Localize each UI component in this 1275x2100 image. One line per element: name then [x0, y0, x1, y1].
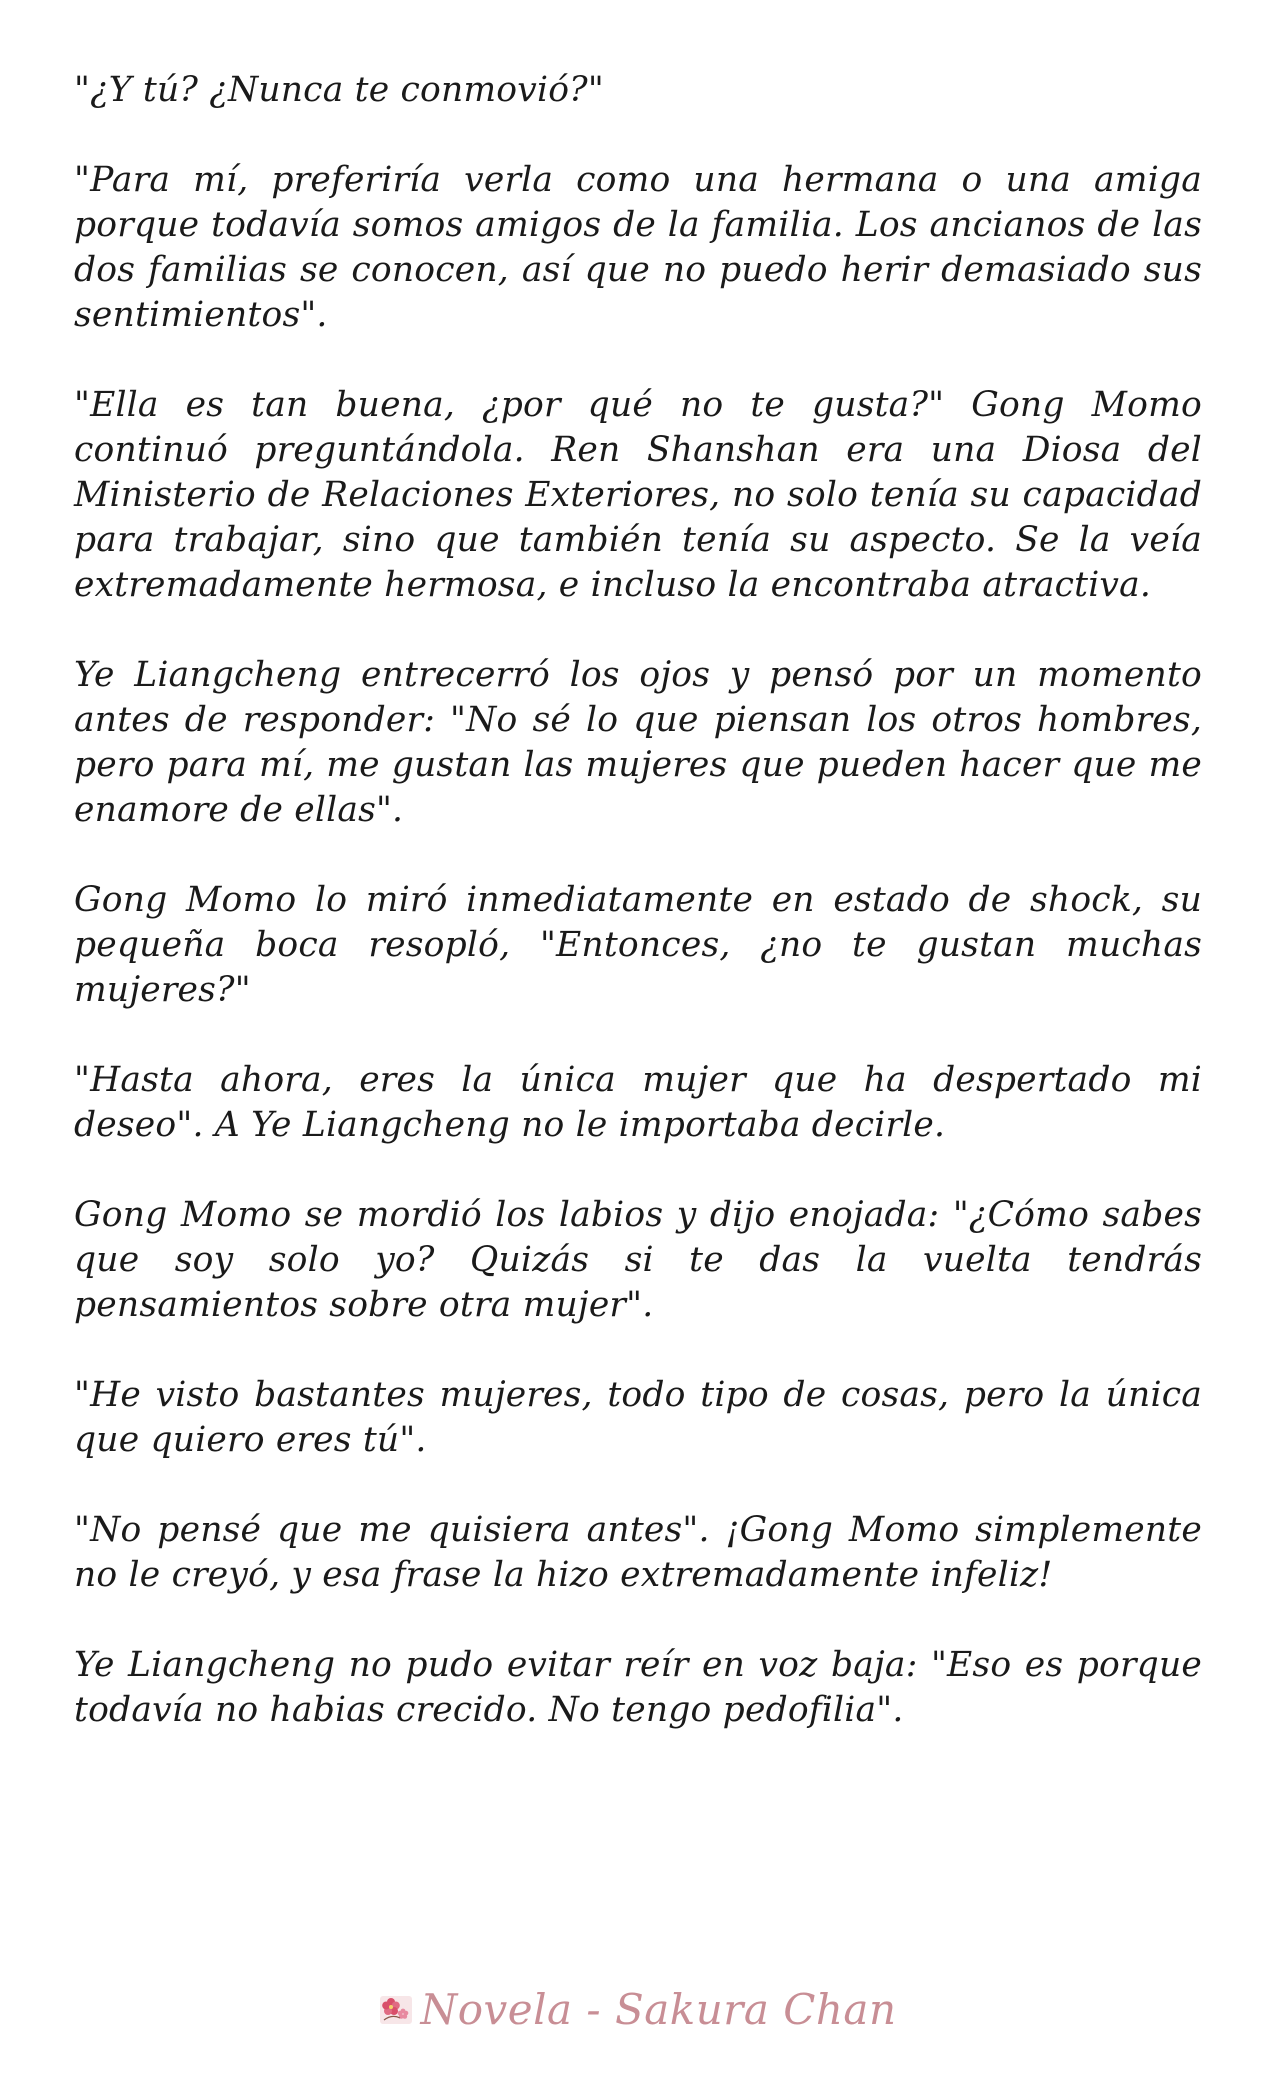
paragraph-7: Gong Momo se mordió los labios y dijo enojada: "¿Cómo sabes que soy solo yo? Quizás si te das la vuelta tendrás pensamientos sobre otra mujer".	[74, 1195, 1202, 1325]
paragraph-4: Ye Liangcheng entrecerró los ojos y pensó por un momento antes de responder: "No sé lo que piensan los otros hombres, pero para mí, me gustan las mujeres que pueden hacer que me enamore de ellas".	[74, 655, 1202, 830]
watermark-text: Novela - Sakura Chan	[420, 1985, 897, 2034]
paragraph-5: Gong Momo lo miró inmediatamente en estado de shock, su pequeña boca resopló, "Entonces, ¿no te gustan muchas mujeres?"	[74, 880, 1202, 1010]
paragraph-3: "Ella es tan buena, ¿por qué no te gusta?" Gong Momo continuó preguntándola. Ren Shanshan era una Diosa del Ministerio de Relaciones Exteriores, no solo tenía su capacidad para trabajar, sino que también tenía su aspecto. Se la veía extremadamente hermosa, e incluso la encontraba atractiva.	[74, 385, 1202, 605]
paragraph-8: "He visto bastantes mujeres, todo tipo de cosas, pero la única que quiero eres tú".	[74, 1375, 1202, 1460]
paragraph-1: "¿Y tú? ¿Nunca te conmovió?"	[74, 70, 604, 110]
paragraph-2: "Para mí, preferiría verla como una hermana o una amiga porque todavía somos amigos de la familia. Los ancianos de las dos familias se conocen, así que no puedo herir demasiado sus sentimientos".	[74, 160, 1202, 335]
story-text	[74, 68, 1202, 1733]
paragraph-10: Ye Liangcheng no pudo evitar reír en voz baja: "Eso es porque todavía no habias crecido. No tengo pedofilia".	[74, 1645, 1202, 1730]
watermark	[0, 1985, 1275, 2034]
paragraph-6: "Hasta ahora, eres la única mujer que ha despertado mi deseo". A Ye Liangcheng no le importaba decirle.	[74, 1060, 1202, 1145]
sakura-flower-icon	[378, 1992, 414, 2028]
paragraph-9: "No pensé que me quisiera antes". ¡Gong Momo simplemente no le creyó, y esa frase la hizo extremadamente infeliz!	[74, 1510, 1202, 1595]
